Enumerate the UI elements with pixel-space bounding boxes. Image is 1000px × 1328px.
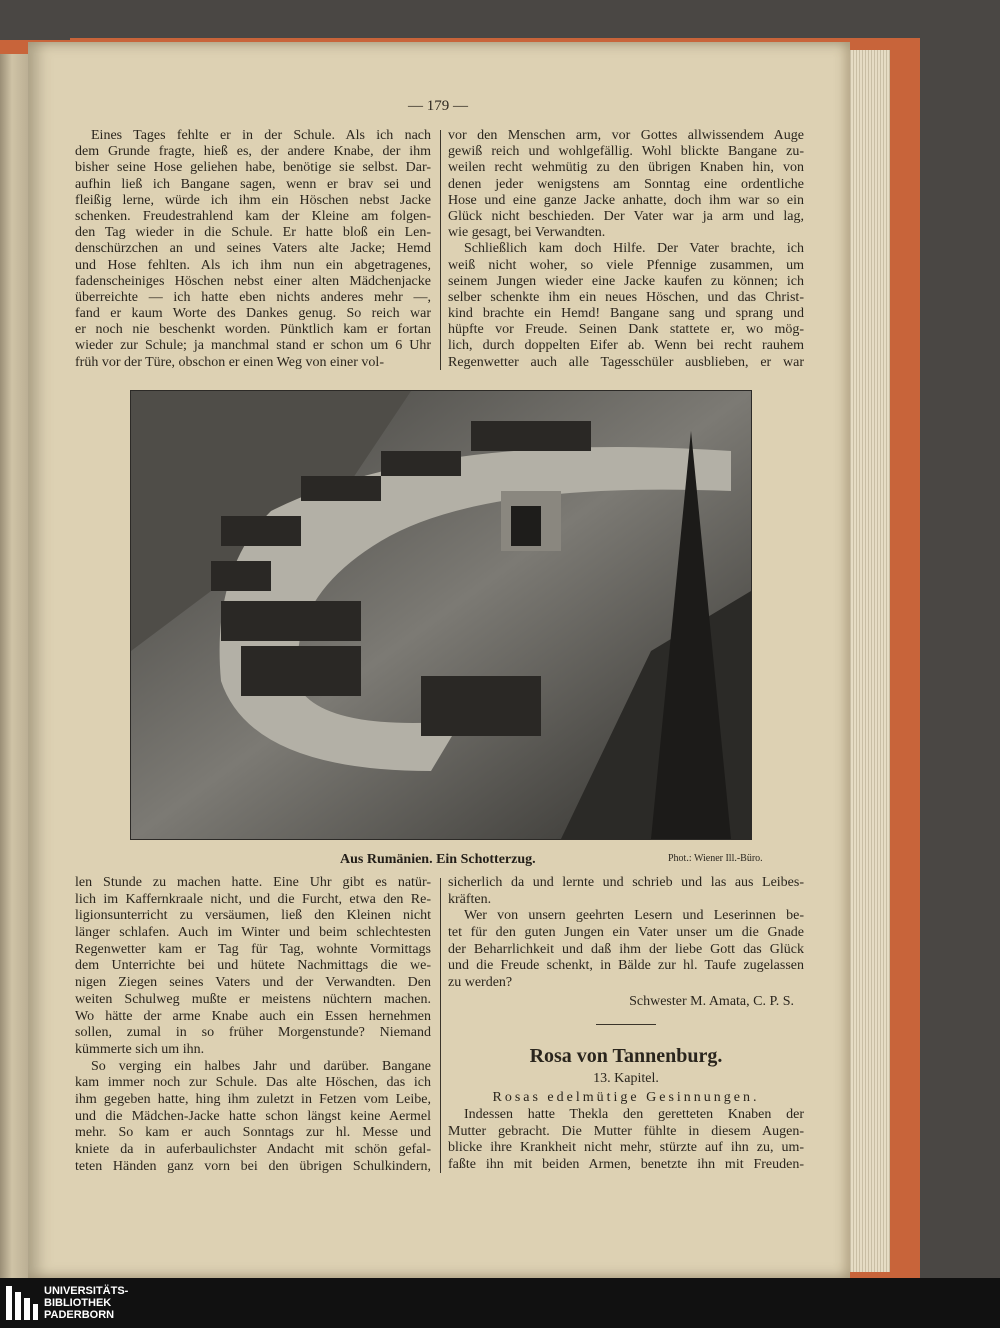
text-line: kniete da in auferbaulichster Andacht mit schön gefal- (75, 1142, 431, 1157)
text-line: früh vor der Türe, obschon er einen Weg von einer vol- (75, 354, 384, 370)
text-line: kind brachte ein Hemd! Bangane sang und sprang und (448, 306, 804, 322)
text-line: wie gesagt, bei Verwandten. (448, 225, 606, 241)
text-line: weiten Schulweg mußte er meistens nüchtern machen. (75, 991, 431, 1007)
text-line: dem Grunde fragte, hieß es, der andere Knabe, der ihm (75, 144, 431, 160)
library-name-line: UNIVERSITÄTS- (44, 1285, 129, 1297)
page-edges (848, 50, 890, 1272)
text-line: sollen, zumal in so früher Morgenstunde? Niemand (75, 1025, 431, 1041)
text-line: faßte ihn mit beiden Armen, benetzte ihn mit Freuden- (448, 1156, 804, 1172)
text-line: hüpfte vor Freude. Seinen Dank stattete er, wo mög- (448, 322, 804, 338)
library-name (44, 1285, 128, 1321)
text-line: Schließlich kam doch Hilfe. Der Vater brachte, ich (464, 241, 804, 257)
author-signature: Schwester M. Amata, C. P. S. (629, 993, 794, 1009)
story-title: Rosa von Tannenburg. (529, 1044, 723, 1067)
text-line: bisher seine Hose geliehen habe, benötige sie selbst. Dar- (75, 160, 431, 176)
photo-illustration (131, 391, 751, 839)
text-line: länger schlafen. Auch im Winter und beim schlechtesten (75, 925, 431, 941)
text-line: fand er kaum Worte des Dankes genug. So reich war (75, 306, 431, 322)
text-line: denen jeder wenigstens am Sonntag eine ordentliche (448, 176, 804, 192)
column-bottom-left (75, 875, 431, 1175)
text-line: fleißig lerne, würde ich ihm ein Höschen nebst Jacke (75, 192, 431, 208)
text-line: Regenwetter kam er Tag für Tag, wohnte Vormittags (75, 941, 431, 957)
text-line: Glück nicht beschieden. Der Vater war ja arm und lag, (448, 208, 804, 224)
page-number: — 179 — (408, 98, 468, 114)
text-line: len Stunde zu machen hatte. Eine Uhr gibt es natür- (75, 875, 431, 890)
text-line: seinem Jungen wieder eine Jacke kaufen zu können; ich (448, 273, 804, 289)
text-line: kümmerte sich um ihn. (75, 1041, 205, 1057)
text-line: Eines Tages fehlte er in der Schule. Als ich nach (91, 128, 431, 143)
left-page-stack (0, 40, 30, 1278)
text-line: weiß nicht woher, so viele Pfennige zusammen, um (448, 257, 804, 273)
section-divider (596, 1024, 656, 1025)
library-name-line: PADERBORN (44, 1309, 115, 1321)
text-line: Wer von unsern geehrten Lesern und Leserinnen be- (464, 908, 804, 924)
text-line: und Hose fehlten. Als ich ihm nun ein abgetragenes, (75, 257, 431, 273)
text-line: ligionsunterricht zu versäumen, ließ den Kleinen nicht (75, 908, 431, 924)
text-line: und die Mädchen-Jacke hatte schon längst keine Aermel (75, 1108, 431, 1124)
text-line: Regenwetter auch alle Tagesschüler ausblieben, er war (448, 354, 804, 370)
text-line: fadenscheiniges Höschen nebst einer alten Mädchenjacke (75, 273, 431, 289)
text-line: Wo hätte der arme Knabe auch ein Essen hernehmen (75, 1008, 431, 1024)
text-line: blicke ihre Krankheit nicht mehr, stürzte auf ihn zu, um- (448, 1140, 804, 1156)
text-line: sicherlich da und lernte und schrieb und las aus Leibes- (448, 875, 804, 890)
text-line: kam immer noch zur Schule. Das alte Höschen, das ich (75, 1075, 431, 1091)
text-line: und die Freude schenkt, in Bälde zur hl. Taufe zugelassen (448, 958, 804, 974)
library-name-line: BIBLIOTHEK (44, 1297, 112, 1309)
text-line: überreichte — ich hatte eben nichts anderes mehr —, (75, 289, 431, 305)
column-divider-bottom (440, 878, 441, 1173)
text-line: der Beharrlichkeit und daß ihm der liebe Gott das Glück (448, 941, 804, 957)
text-line: wieder zur Schule; ja manchmal stand er schon um 6 Uhr (75, 338, 431, 354)
text-line: mehr. So kam er auch Sonntags zur hl. Messe und (75, 1125, 431, 1141)
text-line: tet für den guten Jungen ein Vater unser um die Gnade (448, 925, 804, 941)
column-top-left (75, 128, 431, 371)
text-line: Hose und eine ganze Jacke anhatte, doch ihm war so ein (448, 192, 804, 208)
text-line: nigen Ziegen seines Vaters und der Verwandten. Den (75, 975, 431, 991)
text-line: gewiß reich und wohlgefällig. Wohl blickte Bangane zu- (448, 144, 804, 160)
text-line: Indessen hatte Thekla den geretteten Knaben der (464, 1106, 804, 1122)
text-line: zu werden? (448, 975, 513, 991)
text-line: er noch nie beschenkt worden. Pünktlich kam er fortan (75, 322, 431, 338)
text-line: teten Händen ganz vorn bei den übrigen Schulkindern, (75, 1158, 431, 1174)
column-top-right (448, 128, 804, 371)
text-line: kräften. (448, 891, 492, 907)
photo-caption: Aus Rumänien. Ein Schotterzug. (340, 852, 536, 867)
text-line: aufhin ließ ich Bangane sagen, wenn er brav sei und (75, 176, 431, 192)
text-line: ihm gegeben hatte, hing ihm zuletzt in Fetzen vom Leibe, (75, 1091, 431, 1107)
column-divider-top (440, 130, 441, 370)
text-line: vor den Menschen arm, vor Gottes allwissendem Auge (448, 128, 804, 143)
text-line: weilen recht wehmütig zu den übrigen Knaben hin, von (448, 160, 804, 176)
text-line: selber schenkte ihm ein neues Höschen, und das Christ- (448, 289, 804, 305)
library-footer (0, 1278, 1000, 1328)
chapter-title: Rosas edelmütige Gesinnungen. (492, 1089, 760, 1105)
column-bottom-right (448, 875, 804, 1174)
text-line: dem Unterrichte bei und hütete Nachmittags die we- (75, 958, 431, 974)
photograph-gravel-train (130, 390, 752, 840)
text-line: denschürzchen an und seines Vaters alte Jacke; Hemd (75, 241, 431, 257)
text-line: So verging ein halbes Jahr und darüber. Bangane (91, 1058, 431, 1074)
chapter-number: 13. Kapitel. (593, 1070, 659, 1086)
text-line: Mutter gebracht. Die Mutter fühlte in diesem Augen- (448, 1123, 804, 1139)
text-line: lich, durch doppelten Eifer ab. Wenn bei recht rauhem (448, 338, 804, 354)
text-line: den Tag wieder in die Schule. Er hatte bloß ein Len- (75, 225, 431, 241)
library-logo-icon (6, 1286, 38, 1320)
photo-credit: Phot.: Wiener Ill.-Büro. (668, 853, 763, 864)
text-line: schenken. Freudestrahlend kam der Kleine am folgen- (75, 208, 431, 224)
text-line: lich im Kaffernkraale nicht, und die Furcht, etwa den Re- (75, 891, 431, 907)
